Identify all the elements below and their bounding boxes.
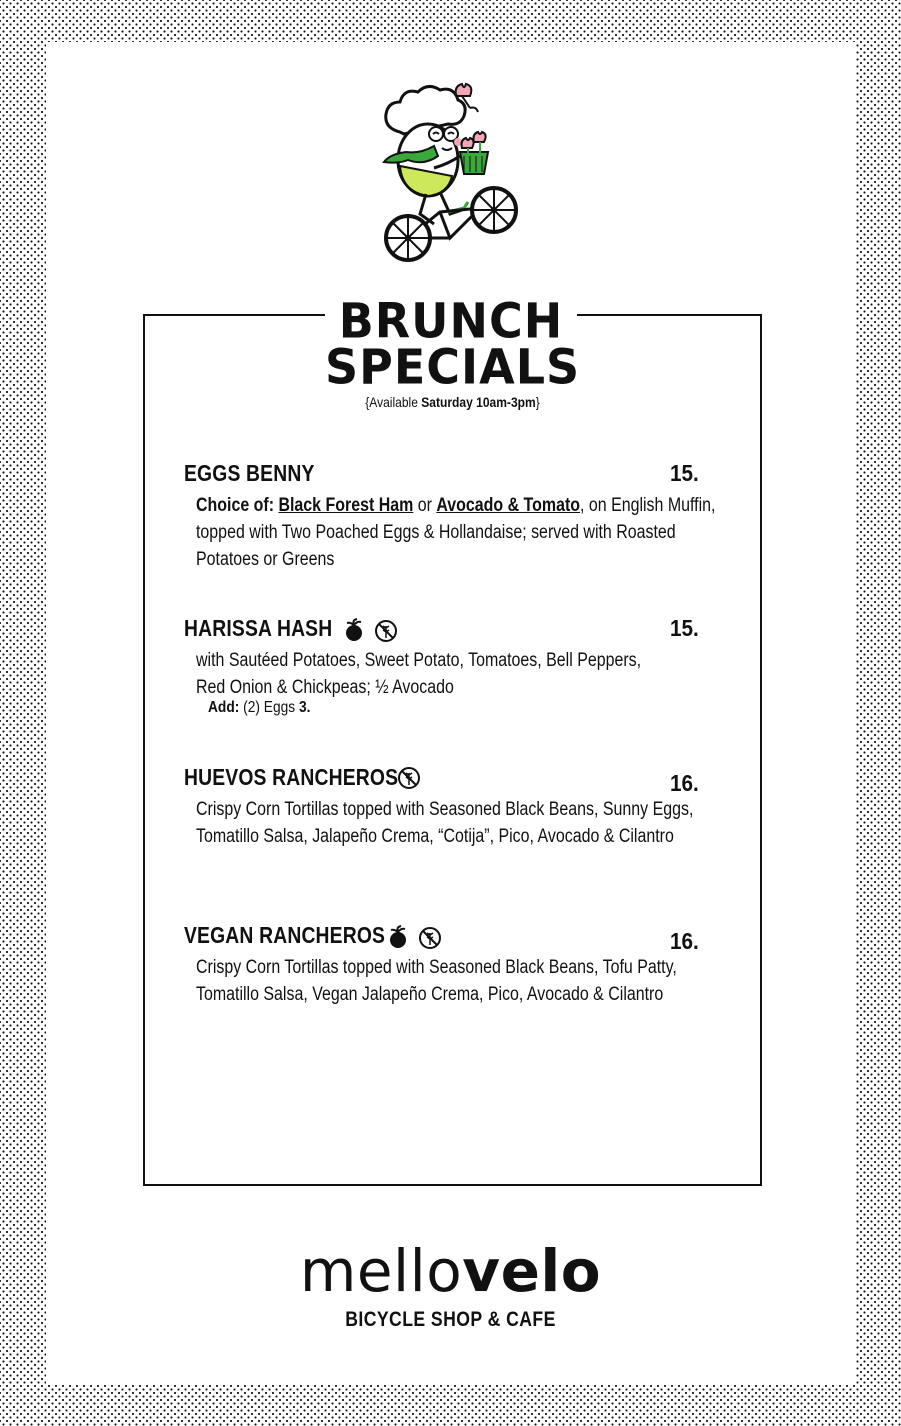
brand-name-part1: mello bbox=[299, 1237, 463, 1305]
availability-note bbox=[186, 394, 718, 410]
item-description: with Sautéed Potatoes, Sweet Potato, Tomatoes, Bell Peppers, Red Onion & Chickpeas; ½ Avocado bbox=[196, 650, 642, 698]
choice-label: Choice of: bbox=[196, 495, 275, 516]
gluten-free-icon bbox=[399, 768, 419, 788]
menu-title bbox=[325, 292, 581, 396]
dietary-icons bbox=[388, 925, 448, 951]
dietary-icons bbox=[344, 618, 404, 644]
item-price: 15. bbox=[670, 615, 699, 641]
brand-logo bbox=[0, 1236, 901, 1306]
bike-wheel-front bbox=[472, 188, 516, 232]
item-name: HARISSA HASH bbox=[184, 615, 333, 641]
item-description: Crispy Corn Tortillas topped with Seasoned Black Beans, Tofu Patty, Tomatillo Salsa, Vegan Jalapeño Crema, Pico, Avocado & Cilantro bbox=[196, 957, 677, 1005]
menu-item-harissa-hash bbox=[184, 615, 724, 717]
choice-option-ham: Black Forest Ham bbox=[278, 495, 414, 516]
mascot-cyclist-illustration bbox=[370, 82, 530, 268]
gluten-free-icon bbox=[420, 928, 440, 948]
menu-item-vegan-rancheros bbox=[184, 922, 724, 1008]
item-description: Crispy Corn Tortillas topped with Seasoned Black Beans, Sunny Eggs, Tomatillo Salsa, Jalapeño Crema, “Cotija”, Pico, Avocado & Cilantro bbox=[196, 799, 694, 847]
dietary-icons bbox=[396, 765, 424, 791]
title-line-2: SPECIALS bbox=[325, 338, 581, 396]
availability-suffix: } bbox=[535, 394, 540, 410]
brand-name-part2: velo bbox=[462, 1237, 602, 1305]
addon-label: Add: bbox=[208, 699, 240, 716]
availability-hours: Saturday 10am-3pm bbox=[421, 394, 536, 410]
bike-wheel-rear bbox=[386, 216, 430, 260]
addon-text: (2) Eggs bbox=[239, 699, 299, 716]
item-addon bbox=[208, 699, 652, 717]
brand-footer bbox=[0, 1236, 901, 1332]
item-description-rest: , on English Muffin, topped with Two Poached Eggs & Hollandaise; served with Roasted Potatoes or Greens bbox=[196, 495, 716, 570]
menu-item-huevos-rancheros bbox=[184, 764, 724, 850]
item-name: EGGS BENNY bbox=[184, 460, 315, 486]
addon-price: 3. bbox=[298, 699, 311, 716]
brand-tagline: BICYCLE SHOP & CAFE bbox=[345, 1308, 556, 1331]
gluten-free-icon bbox=[376, 621, 396, 641]
vegan-icon bbox=[390, 926, 406, 948]
vegan-icon bbox=[346, 619, 362, 641]
choice-or: or bbox=[413, 495, 437, 516]
item-name: HUEVOS RANCHEROS bbox=[184, 764, 399, 790]
title-line-1: BRUNCH bbox=[338, 292, 564, 350]
availability-prefix: {Available bbox=[365, 394, 422, 410]
choice-option-avocado: Avocado & Tomato bbox=[436, 495, 581, 516]
item-price: 15. bbox=[670, 460, 699, 486]
item-price: 16. bbox=[670, 770, 699, 796]
item-name: VEGAN RANCHEROS bbox=[184, 922, 386, 948]
item-description bbox=[196, 492, 717, 573]
menu-box bbox=[143, 314, 762, 1186]
item-price: 16. bbox=[670, 928, 699, 954]
menu-item-eggs-benny bbox=[184, 460, 724, 573]
